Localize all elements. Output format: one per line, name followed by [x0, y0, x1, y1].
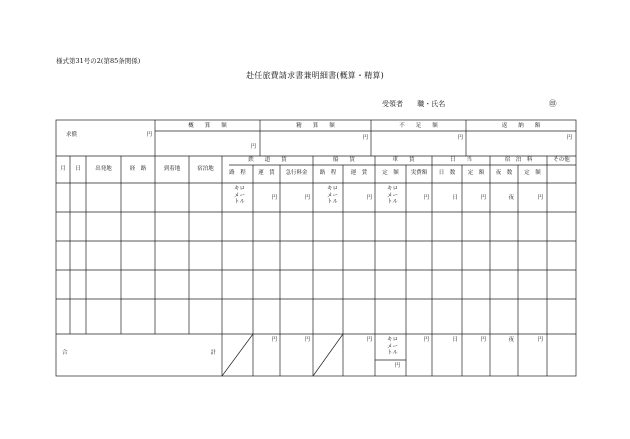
total-car-fixed-yen: 円: [394, 363, 400, 369]
total-railway-fare-yen: 円: [271, 337, 277, 343]
daily-fixed-yen: 円: [480, 195, 486, 201]
railway-express-yen: 円: [304, 195, 310, 201]
column-lodging-place: 宿泊地: [197, 166, 214, 172]
column-month: 月: [60, 166, 66, 172]
column-railway: 鉄 道 賃: [248, 157, 287, 163]
column-ship: 船 賃: [332, 157, 355, 163]
total-daily-fixed-yen: 円: [480, 337, 486, 343]
ship-fare-header: 運 賃: [350, 170, 368, 176]
car-actual-yen: 円: [423, 195, 429, 201]
railway-distance-header: 路 程: [229, 170, 246, 176]
estimate-yen: 円: [250, 144, 256, 150]
total-railway-express-yen: 円: [304, 337, 310, 343]
total-car-actual-yen: 円: [423, 337, 429, 343]
lodging-fixed-yen: 円: [537, 195, 543, 201]
railway-fare-header: 運 賃: [258, 170, 275, 176]
total-lodging-nights-unit: 夜: [508, 337, 514, 343]
column-other: その他: [553, 157, 570, 163]
daily-days-header: 日 数: [438, 170, 456, 176]
lodging-nights-unit: 夜: [508, 195, 514, 201]
form-title: 赴任旅費請求書兼明細書(概算・精算): [246, 71, 384, 80]
seal-mark: ㊞: [549, 99, 557, 108]
lodging-fixed-header: 定 額: [524, 170, 541, 176]
column-lodging-fee: 宿 泊 料: [504, 157, 533, 163]
daily-fixed-header: 定 額: [467, 170, 485, 176]
form-number: 様式第31号の2(第85条関係): [56, 57, 141, 65]
estimate-label: 概 算 額: [188, 123, 227, 129]
refund-yen: 円: [566, 135, 572, 141]
ship-kilometer-unit: キロメートル: [327, 186, 339, 205]
column-car: 車 賃: [392, 157, 415, 163]
request-amount-label: 求償: [66, 132, 78, 138]
railway-fare-yen: 円: [271, 195, 277, 201]
column-departure: 出発地: [95, 166, 112, 172]
shortage-label: 不 足 額: [399, 123, 438, 129]
settlement-label: 精 算 額: [296, 123, 335, 129]
column-route: 経 路: [129, 166, 147, 172]
total-lodging-fixed-yen: 円: [537, 337, 543, 343]
request-amount-yen: 円: [146, 132, 152, 138]
ship-fare-yen: 円: [366, 195, 372, 201]
daily-days-unit: 日: [452, 195, 458, 201]
shortage-yen: 円: [457, 135, 463, 141]
car-actual-header: 実費額: [410, 170, 428, 176]
recipient-label: 受領者: [382, 100, 403, 108]
car-kilometer-unit: キロメートル: [387, 186, 399, 205]
column-arrival: 到着地: [163, 166, 181, 172]
ship-distance-header: 路 程: [319, 170, 337, 176]
total-car-kilometer-unit: キロメートル: [387, 337, 399, 356]
total-daily-days-unit: 日: [452, 337, 458, 343]
total-ship-fare-yen: 円: [366, 337, 372, 343]
refund-label: 返 納 額: [501, 123, 541, 129]
recipient-title-name: 職・氏名: [417, 100, 446, 108]
total-label-right: 計: [210, 350, 216, 356]
total-label-left: 合: [62, 350, 68, 356]
column-daily-allowance: 日 当: [449, 157, 472, 163]
settlement-yen: 円: [362, 135, 368, 141]
railway-kilometer-unit: キロメートル: [234, 186, 246, 205]
column-day: 日: [75, 166, 81, 172]
car-fixed-header: 定 額: [382, 170, 399, 176]
lodging-nights-header: 夜 数: [495, 170, 513, 176]
railway-express-header: 急行料金: [285, 170, 308, 176]
